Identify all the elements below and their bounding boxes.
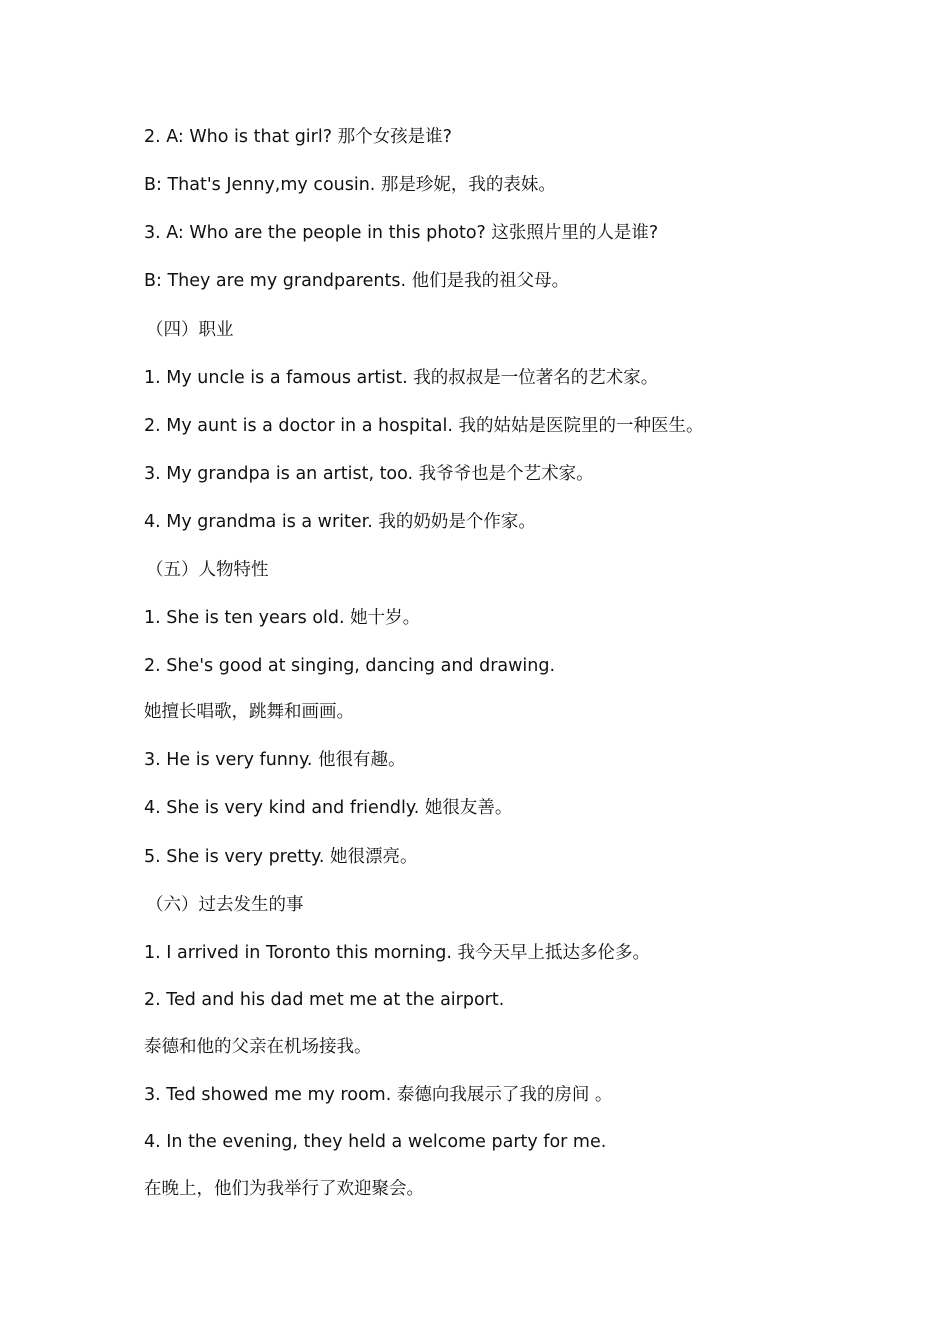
text-line: B: That's Jenny,my cousin. 那是珍妮，我的表妹。 — [144, 175, 556, 195]
text-line: 3. Ted showed me my room. 泰德向我展示了我的房间 。 — [144, 1085, 613, 1105]
text-line: 她擅长唱歌，跳舞和画画。 — [144, 702, 354, 722]
text-line: 2. My aunt is a doctor in a hospital. 我的姑姑是医院里的一种医生。 — [144, 416, 704, 436]
text-line: 1. My uncle is a famous artist. 我的叔叔是一位著名的艺术家。 — [144, 368, 659, 388]
text-line: B: They are my grandparents. 他们是我的祖父母。 — [144, 271, 570, 291]
text-line: 3. My grandpa is an artist, too. 我爷爷也是个艺术家。 — [144, 464, 594, 484]
section-heading: （六）过去发生的事 — [146, 895, 304, 915]
section-heading: （五）人物特性 — [146, 560, 269, 580]
text-line: 1. She is ten years old. 她十岁。 — [144, 608, 421, 628]
text-line: 4. My grandma is a writer. 我的奶奶是个作家。 — [144, 512, 536, 532]
text-line: 在晚上，他们为我举行了欢迎聚会。 — [144, 1179, 424, 1199]
text-line: 2. She's good at singing, dancing and drawing. — [144, 656, 556, 676]
text-line: 3. A: Who are the people in this photo? 这张照片里的人是谁? — [144, 223, 659, 243]
text-line: 2. Ted and his dad met me at the airport. — [144, 990, 505, 1010]
text-line: 5. She is very pretty. 她很漂亮。 — [144, 847, 418, 867]
text-line: 泰德和他的父亲在机场接我。 — [144, 1037, 372, 1057]
text-line: 2. A: Who is that girl? 那个女孩是谁? — [144, 127, 452, 147]
section-heading: （四）职业 — [146, 320, 234, 340]
text-line: 1. I arrived in Toronto this morning. 我今天早上抵达多伦多。 — [144, 943, 651, 963]
text-line: 4. In the evening, they held a welcome party for me. — [144, 1132, 607, 1152]
text-line: 4. She is very kind and friendly. 她很友善。 — [144, 798, 513, 818]
text-line: 3. He is very funny. 他很有趣。 — [144, 750, 406, 770]
